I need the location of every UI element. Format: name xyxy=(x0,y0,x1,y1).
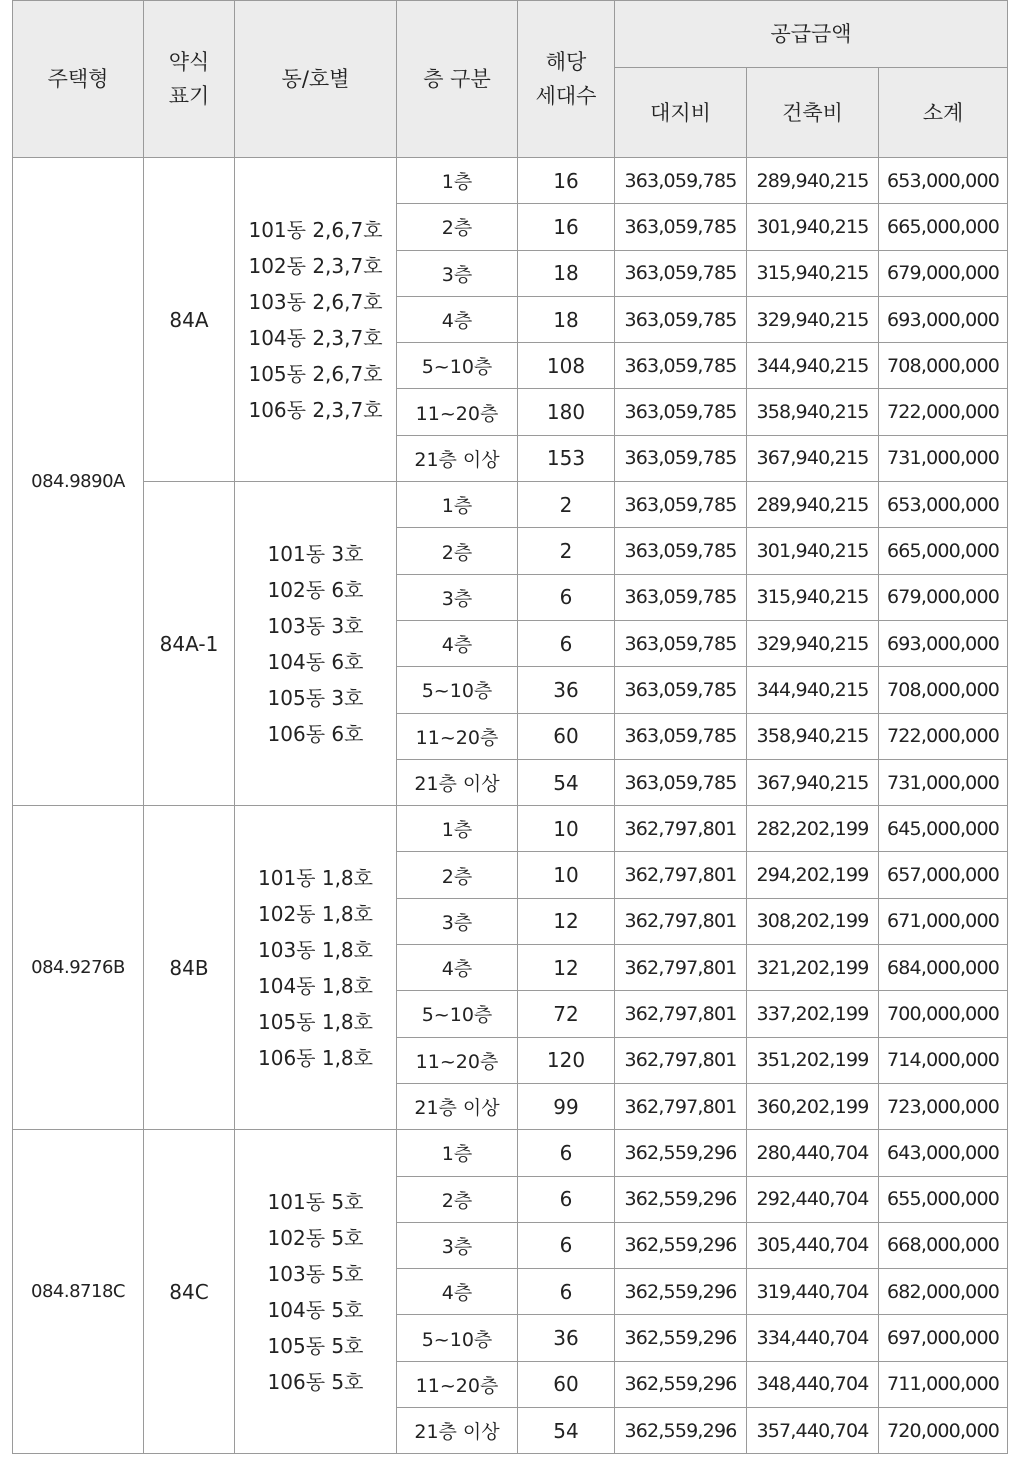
building-unit-cell xyxy=(235,806,397,1130)
floor-category-cell: 5~10층 xyxy=(397,343,518,389)
land-cost-cell: 363,059,785 xyxy=(615,204,747,250)
building-unit-line: 103동 5호 xyxy=(267,1261,364,1286)
floor-category-cell: 3층 xyxy=(397,250,518,296)
short-label-cell: 84A-1 xyxy=(144,482,235,806)
short-label-cell: 84A xyxy=(144,158,235,482)
households-cell: 6 xyxy=(518,1222,615,1268)
building-cost-cell: 292,440,704 xyxy=(747,1176,879,1222)
building-cost-cell: 294,202,199 xyxy=(747,852,879,898)
land-cost-cell: 363,059,785 xyxy=(615,667,747,713)
building-cost-cell: 357,440,704 xyxy=(747,1408,879,1454)
building-cost-cell: 344,940,215 xyxy=(747,667,879,713)
land-cost-cell: 362,559,296 xyxy=(615,1315,747,1361)
land-cost-cell: 362,559,296 xyxy=(615,1361,747,1407)
header-building-unit: 동/호별 xyxy=(235,1,397,158)
households-cell: 180 xyxy=(518,389,615,435)
header-households-line2: 세대수 xyxy=(535,84,597,108)
households-cell: 6 xyxy=(518,1269,615,1315)
subtotal-cell: 693,000,000 xyxy=(879,296,1008,342)
housing-type-cell: 084.9276B xyxy=(13,806,144,1130)
building-cost-cell: 329,940,215 xyxy=(747,296,879,342)
building-unit-line: 101동 5호 xyxy=(267,1189,364,1214)
header-subtotal: 소계 xyxy=(879,68,1008,158)
floor-category-cell: 5~10층 xyxy=(397,1315,518,1361)
subtotal-cell: 708,000,000 xyxy=(879,667,1008,713)
building-unit-line: 104동 5호 xyxy=(267,1297,364,1322)
building-cost-cell: 367,940,215 xyxy=(747,759,879,805)
floor-category-cell: 1층 xyxy=(397,158,518,204)
land-cost-cell: 363,059,785 xyxy=(615,759,747,805)
building-unit-line: 106동 2,3,7호 xyxy=(248,397,383,422)
floor-category-cell: 21층 이상 xyxy=(397,1408,518,1454)
subtotal-cell: 665,000,000 xyxy=(879,528,1008,574)
building-unit-line: 103동 1,8호 xyxy=(258,937,373,962)
land-cost-cell: 362,559,296 xyxy=(615,1222,747,1268)
land-cost-cell: 363,059,785 xyxy=(615,574,747,620)
subtotal-cell: 731,000,000 xyxy=(879,759,1008,805)
header-building-cost: 건축비 xyxy=(747,68,879,158)
building-cost-cell: 305,440,704 xyxy=(747,1222,879,1268)
header-floor-category: 층 구분 xyxy=(397,1,518,158)
subtotal-cell: 665,000,000 xyxy=(879,204,1008,250)
subtotal-cell: 679,000,000 xyxy=(879,250,1008,296)
floor-category-cell: 11~20층 xyxy=(397,1361,518,1407)
subtotal-cell: 697,000,000 xyxy=(879,1315,1008,1361)
building-cost-cell: 358,940,215 xyxy=(747,389,879,435)
households-cell: 12 xyxy=(518,898,615,944)
building-unit-line: 106동 5호 xyxy=(267,1369,364,1394)
header-supply-amount: 공급금액 xyxy=(615,1,1008,68)
building-unit-line: 103동 2,6,7호 xyxy=(248,289,383,314)
subtotal-cell: 653,000,000 xyxy=(879,482,1008,528)
subtotal-cell: 645,000,000 xyxy=(879,806,1008,852)
building-unit-line: 103동 3호 xyxy=(267,613,364,638)
land-cost-cell: 363,059,785 xyxy=(615,435,747,481)
land-cost-cell: 362,559,296 xyxy=(615,1176,747,1222)
floor-category-cell: 5~10층 xyxy=(397,667,518,713)
header-households xyxy=(518,1,615,158)
building-unit-line: 102동 5호 xyxy=(267,1225,364,1250)
land-cost-cell: 362,559,296 xyxy=(615,1408,747,1454)
floor-category-cell: 4층 xyxy=(397,296,518,342)
subtotal-cell: 700,000,000 xyxy=(879,991,1008,1037)
households-cell: 153 xyxy=(518,435,615,481)
building-unit-cell xyxy=(235,1130,397,1454)
subtotal-cell: 722,000,000 xyxy=(879,713,1008,759)
floor-category-cell: 2층 xyxy=(397,1176,518,1222)
households-cell: 2 xyxy=(518,528,615,574)
households-cell: 2 xyxy=(518,482,615,528)
land-cost-cell: 362,559,296 xyxy=(615,1269,747,1315)
land-cost-cell: 363,059,785 xyxy=(615,158,747,204)
land-cost-cell: 363,059,785 xyxy=(615,389,747,435)
table-row xyxy=(13,806,1008,852)
households-cell: 54 xyxy=(518,1408,615,1454)
land-cost-cell: 363,059,785 xyxy=(615,620,747,666)
building-cost-cell: 348,440,704 xyxy=(747,1361,879,1407)
floor-category-cell: 5~10층 xyxy=(397,991,518,1037)
subtotal-cell: 731,000,000 xyxy=(879,435,1008,481)
land-cost-cell: 362,797,801 xyxy=(615,898,747,944)
floor-category-cell: 2층 xyxy=(397,204,518,250)
households-cell: 16 xyxy=(518,204,615,250)
building-cost-cell: 344,940,215 xyxy=(747,343,879,389)
building-unit-line: 105동 3호 xyxy=(267,685,364,710)
building-cost-cell: 315,940,215 xyxy=(747,574,879,620)
short-label-cell: 84C xyxy=(144,1130,235,1454)
building-unit-line: 105동 1,8호 xyxy=(258,1009,373,1034)
subtotal-cell: 720,000,000 xyxy=(879,1408,1008,1454)
households-cell: 6 xyxy=(518,620,615,666)
floor-category-cell: 1층 xyxy=(397,806,518,852)
table-row xyxy=(13,158,1008,204)
housing-type-cell: 084.9890A xyxy=(13,158,144,806)
households-cell: 6 xyxy=(518,574,615,620)
floor-category-cell: 4층 xyxy=(397,620,518,666)
building-cost-cell: 351,202,199 xyxy=(747,1037,879,1083)
subtotal-cell: 671,000,000 xyxy=(879,898,1008,944)
building-cost-cell: 315,940,215 xyxy=(747,250,879,296)
table-body xyxy=(13,158,1008,1454)
housing-type-cell: 084.8718C xyxy=(13,1130,144,1454)
floor-category-cell: 4층 xyxy=(397,1269,518,1315)
floor-category-cell: 11~20층 xyxy=(397,713,518,759)
households-cell: 18 xyxy=(518,250,615,296)
floor-category-cell: 1층 xyxy=(397,482,518,528)
households-cell: 36 xyxy=(518,667,615,713)
building-unit-line: 106동 6호 xyxy=(267,721,364,746)
floor-category-cell: 4층 xyxy=(397,945,518,991)
short-label-cell: 84B xyxy=(144,806,235,1130)
header-housing-type: 주택형 xyxy=(13,1,144,158)
land-cost-cell: 363,059,785 xyxy=(615,296,747,342)
subtotal-cell: 653,000,000 xyxy=(879,158,1008,204)
households-cell: 16 xyxy=(518,158,615,204)
households-cell: 120 xyxy=(518,1037,615,1083)
subtotal-cell: 668,000,000 xyxy=(879,1222,1008,1268)
building-cost-cell: 321,202,199 xyxy=(747,945,879,991)
header-short-label-line1: 약식 xyxy=(168,50,210,74)
land-cost-cell: 363,059,785 xyxy=(615,343,747,389)
households-cell: 10 xyxy=(518,852,615,898)
households-cell: 60 xyxy=(518,1361,615,1407)
building-unit-line: 101동 2,6,7호 xyxy=(248,217,383,242)
building-cost-cell: 289,940,215 xyxy=(747,482,879,528)
building-cost-cell: 289,940,215 xyxy=(747,158,879,204)
building-cost-cell: 360,202,199 xyxy=(747,1083,879,1129)
building-cost-cell: 337,202,199 xyxy=(747,991,879,1037)
households-cell: 54 xyxy=(518,759,615,805)
building-cost-cell: 301,940,215 xyxy=(747,528,879,574)
subtotal-cell: 655,000,000 xyxy=(879,1176,1008,1222)
subtotal-cell: 682,000,000 xyxy=(879,1269,1008,1315)
building-cost-cell: 301,940,215 xyxy=(747,204,879,250)
building-cost-cell: 329,940,215 xyxy=(747,620,879,666)
households-cell: 36 xyxy=(518,1315,615,1361)
building-cost-cell: 308,202,199 xyxy=(747,898,879,944)
header-households-line1: 해당 xyxy=(545,50,587,74)
households-cell: 6 xyxy=(518,1176,615,1222)
header-short-label xyxy=(144,1,235,158)
table-header xyxy=(13,1,1008,158)
subtotal-cell: 693,000,000 xyxy=(879,620,1008,666)
header-short-label-line2: 표기 xyxy=(168,84,210,108)
building-unit-line: 104동 2,3,7호 xyxy=(248,325,383,350)
header-land-cost: 대지비 xyxy=(615,68,747,158)
households-cell: 99 xyxy=(518,1083,615,1129)
building-unit-line: 102동 1,8호 xyxy=(258,901,373,926)
building-cost-cell: 358,940,215 xyxy=(747,713,879,759)
land-cost-cell: 362,797,801 xyxy=(615,852,747,898)
building-unit-line: 101동 1,8호 xyxy=(258,865,373,890)
subtotal-cell: 714,000,000 xyxy=(879,1037,1008,1083)
floor-category-cell: 3층 xyxy=(397,1222,518,1268)
subtotal-cell: 722,000,000 xyxy=(879,389,1008,435)
land-cost-cell: 363,059,785 xyxy=(615,482,747,528)
table-row xyxy=(13,1130,1008,1176)
building-unit-line: 104동 1,8호 xyxy=(258,973,373,998)
building-unit-cell xyxy=(235,482,397,806)
land-cost-cell: 362,797,801 xyxy=(615,945,747,991)
land-cost-cell: 362,797,801 xyxy=(615,991,747,1037)
households-cell: 108 xyxy=(518,343,615,389)
subtotal-cell: 684,000,000 xyxy=(879,945,1008,991)
subtotal-cell: 643,000,000 xyxy=(879,1130,1008,1176)
households-cell: 12 xyxy=(518,945,615,991)
floor-category-cell: 3층 xyxy=(397,898,518,944)
subtotal-cell: 723,000,000 xyxy=(879,1083,1008,1129)
land-cost-cell: 362,797,801 xyxy=(615,806,747,852)
subtotal-cell: 657,000,000 xyxy=(879,852,1008,898)
building-unit-cell xyxy=(235,158,397,482)
building-unit-line: 105동 5호 xyxy=(267,1333,364,1358)
floor-category-cell: 11~20층 xyxy=(397,389,518,435)
households-cell: 10 xyxy=(518,806,615,852)
building-unit-line: 105동 2,6,7호 xyxy=(248,361,383,386)
supply-price-table xyxy=(12,0,1008,1454)
floor-category-cell: 3층 xyxy=(397,574,518,620)
subtotal-cell: 711,000,000 xyxy=(879,1361,1008,1407)
floor-category-cell: 11~20층 xyxy=(397,1037,518,1083)
building-unit-line: 102동 6호 xyxy=(267,577,364,602)
table-row xyxy=(13,482,1008,528)
land-cost-cell: 363,059,785 xyxy=(615,713,747,759)
building-unit-line: 106동 1,8호 xyxy=(258,1045,373,1070)
building-unit-line: 101동 3호 xyxy=(267,541,364,566)
building-unit-line: 102동 2,3,7호 xyxy=(248,253,383,278)
households-cell: 60 xyxy=(518,713,615,759)
building-cost-cell: 367,940,215 xyxy=(747,435,879,481)
building-cost-cell: 280,440,704 xyxy=(747,1130,879,1176)
households-cell: 72 xyxy=(518,991,615,1037)
building-unit-line: 104동 6호 xyxy=(267,649,364,674)
floor-category-cell: 21층 이상 xyxy=(397,1083,518,1129)
building-cost-cell: 334,440,704 xyxy=(747,1315,879,1361)
land-cost-cell: 363,059,785 xyxy=(615,250,747,296)
floor-category-cell: 2층 xyxy=(397,852,518,898)
subtotal-cell: 708,000,000 xyxy=(879,343,1008,389)
floor-category-cell: 1층 xyxy=(397,1130,518,1176)
floor-category-cell: 21층 이상 xyxy=(397,759,518,805)
land-cost-cell: 363,059,785 xyxy=(615,528,747,574)
land-cost-cell: 362,559,296 xyxy=(615,1130,747,1176)
households-cell: 18 xyxy=(518,296,615,342)
floor-category-cell: 21층 이상 xyxy=(397,435,518,481)
subtotal-cell: 679,000,000 xyxy=(879,574,1008,620)
building-cost-cell: 319,440,704 xyxy=(747,1269,879,1315)
land-cost-cell: 362,797,801 xyxy=(615,1037,747,1083)
households-cell: 6 xyxy=(518,1130,615,1176)
building-cost-cell: 282,202,199 xyxy=(747,806,879,852)
floor-category-cell: 2층 xyxy=(397,528,518,574)
land-cost-cell: 362,797,801 xyxy=(615,1083,747,1129)
